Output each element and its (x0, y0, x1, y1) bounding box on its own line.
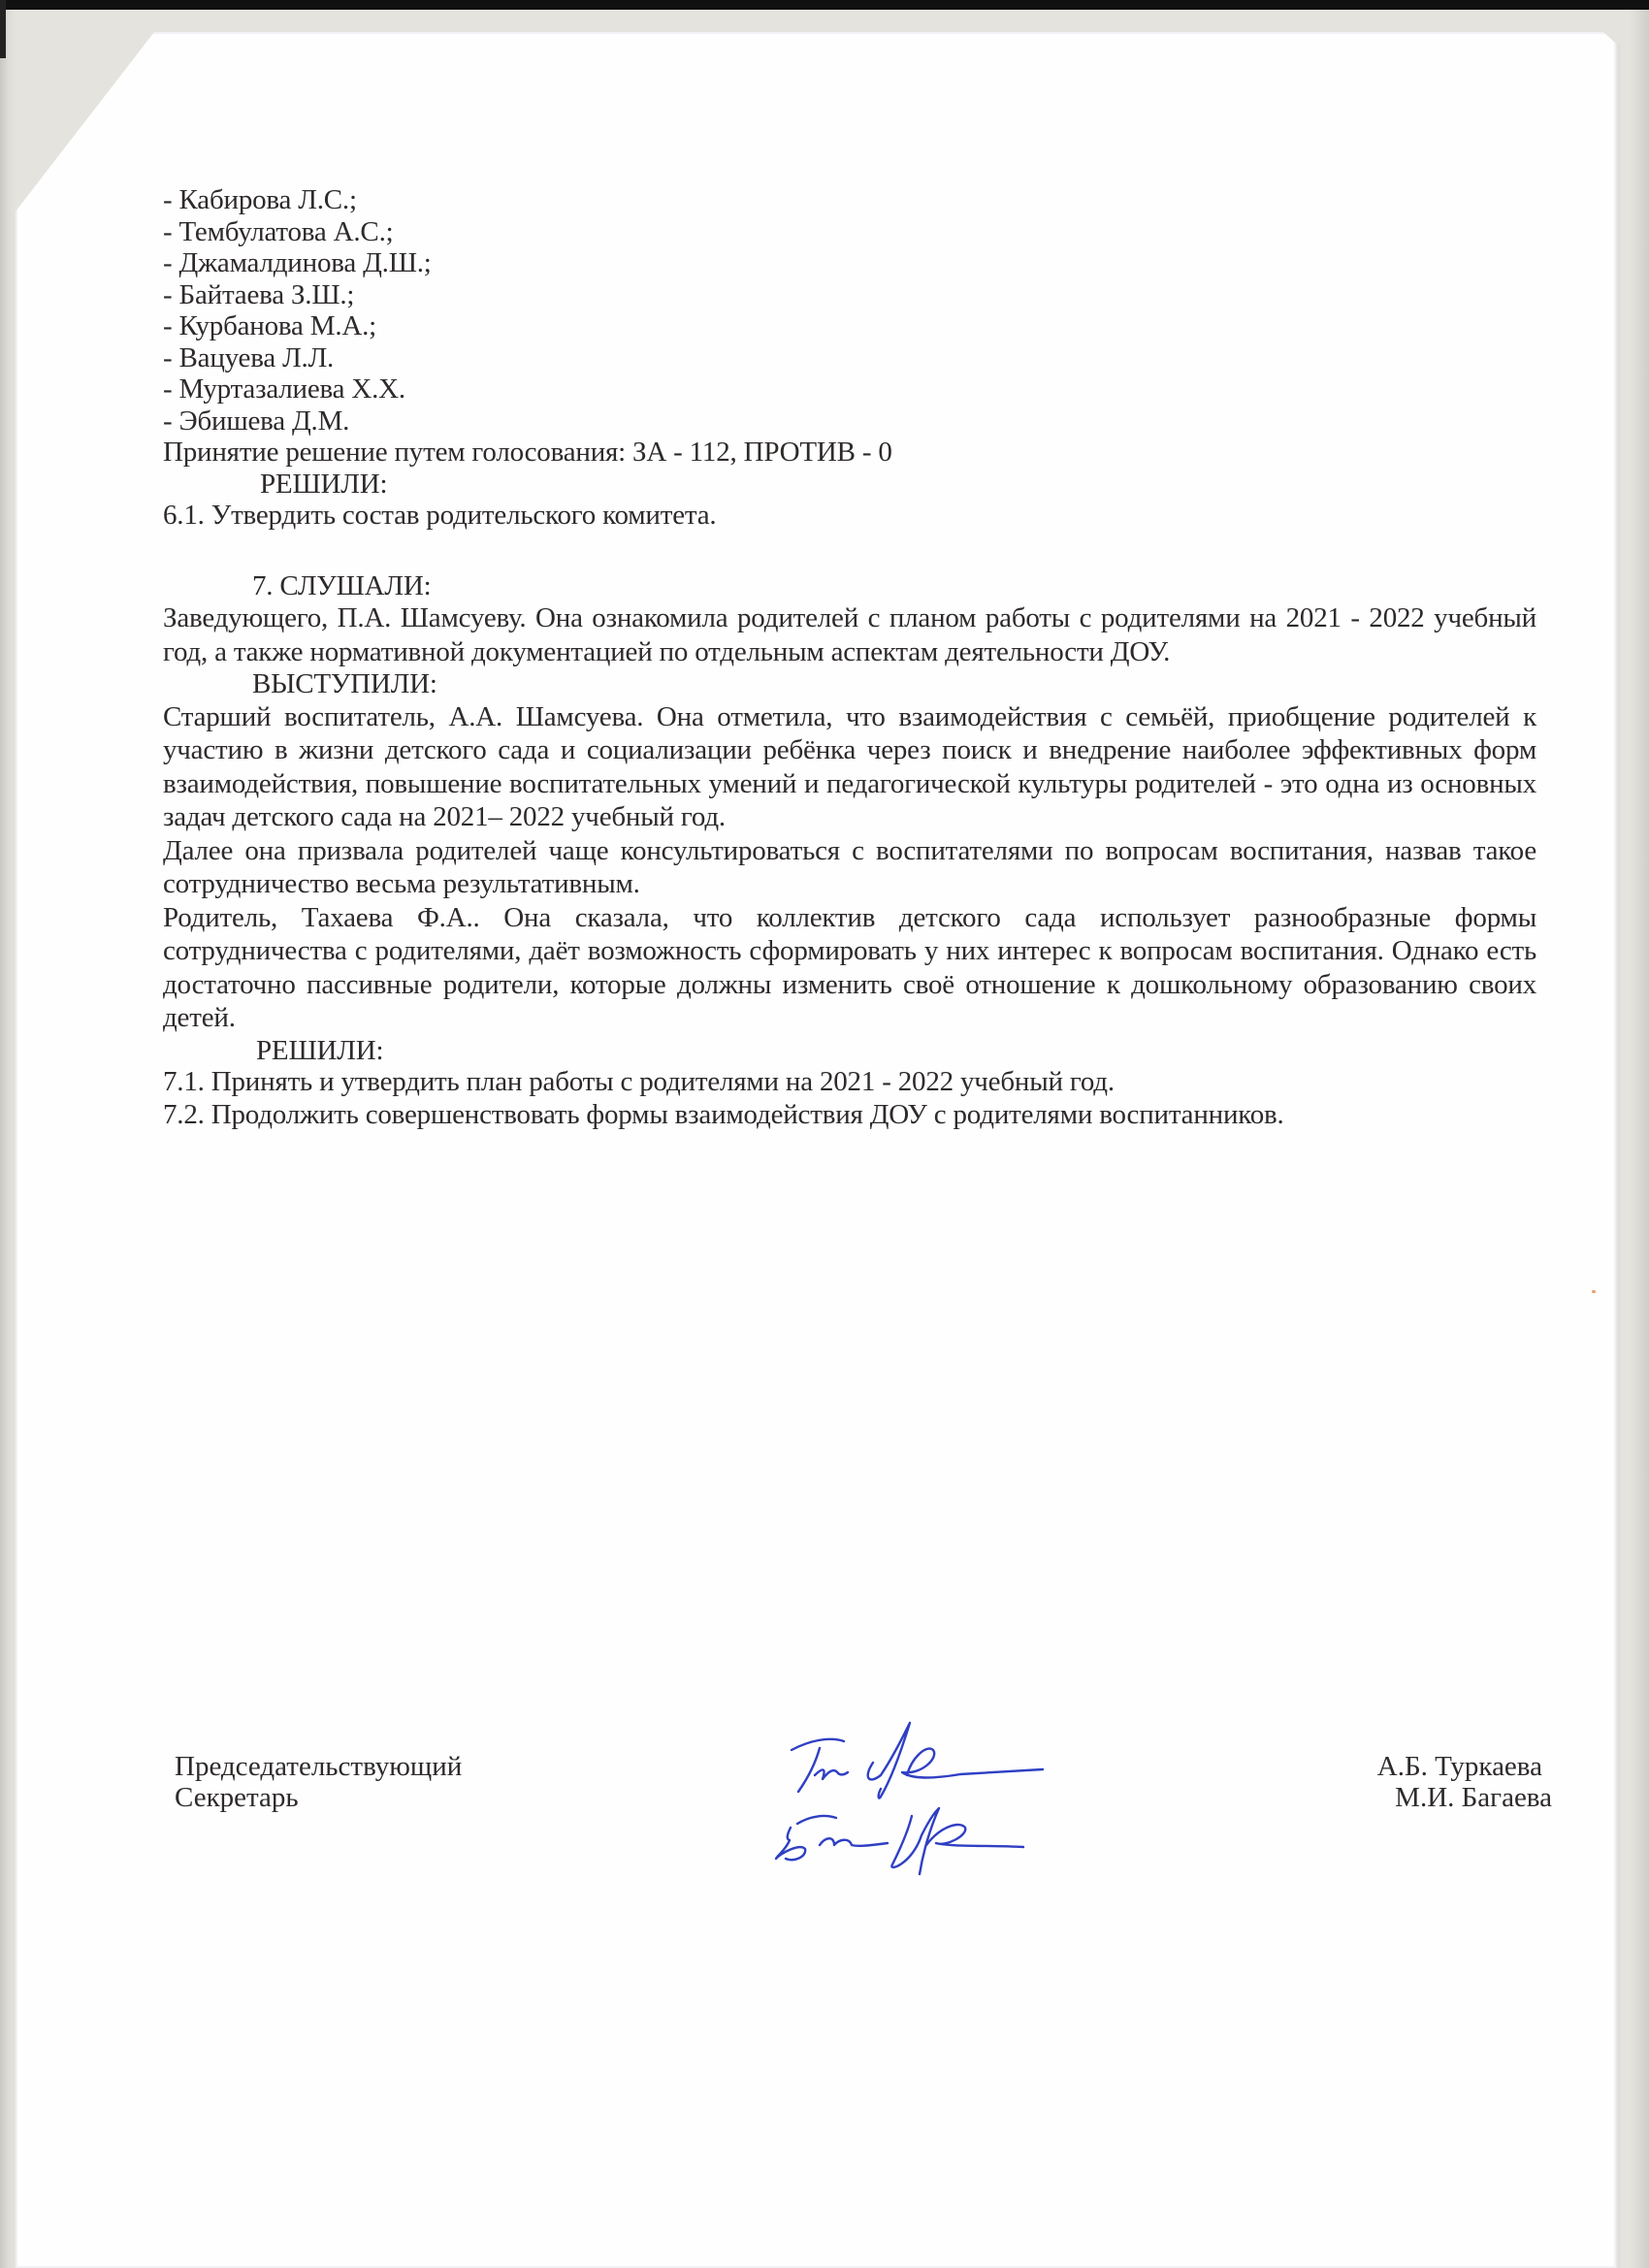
handwritten-signatures (766, 1719, 1057, 1884)
chair-name: А.Б. Туркаева (1376, 1751, 1542, 1782)
decision-7-2: 7.2. Продолжить совершенствовать формы взаимодействия ДОУ с родителями воспитанников. (163, 1098, 1284, 1130)
secretary-role: Секретарь (175, 1782, 299, 1813)
scanner-edge (0, 0, 1649, 10)
document-body (163, 184, 1536, 1131)
spacer (163, 532, 1536, 563)
section-7-decided-heading: РЕШИЛИ: (256, 1034, 384, 1066)
member-list-item: - Эбишева Д.М. (163, 405, 350, 437)
member-list-item: - Вацуева Л.Л. (163, 341, 335, 373)
secretary-signature (776, 1808, 1023, 1874)
member-list-item: - Курбанова М.А.; (163, 310, 377, 341)
decision-7-1: 7.1. Принять и утвердить план работы с родителями на 2021 - 2022 учебный год. (163, 1066, 1115, 1097)
chair-signature (792, 1723, 1043, 1798)
speech-parent: Родитель, Тахаева Ф.А.. Она сказала, что коллектив детского сада использует разнообразные формы сотрудничества с родителями, даёт возможность сформировать у них интерес к вопросам воспитания. Однако есть достаточно пассивные родители, которые должны изменить своё отношение к дошкольному образованию своих детей. (163, 901, 1536, 1033)
scanner-edge-left (0, 0, 6, 58)
section-7-heard-text: Заведующего, П.А. Шамсуеву. Она ознакомила родителей с планом работы с родителями на 2021 - 2022 учебный год, а также нормативной документацией по отдельным аспектам деятельности ДОУ. (163, 602, 1536, 667)
scan-speck (1592, 1290, 1596, 1293)
member-list-item: - Байтаева З.Ш.; (163, 278, 355, 310)
section-6-decided-heading: РЕШИЛИ: (260, 468, 388, 500)
member-list-item: - Кабирова Л.С.; (163, 184, 357, 215)
chair-role: Председательствующий (175, 1751, 463, 1782)
speech-continuation: Далее она призвала родителей чаще консультироваться с воспитателями по вопросам воспитания, назвав такое сотрудничество весьма результативным. (163, 834, 1536, 899)
member-list-item: - Джамалдинова Д.Ш.; (163, 247, 432, 278)
speech-senior-educator: Старший воспитатель, А.А. Шамсуева. Она отметила, что взаимодействия с семьёй, приобщение родителей к участию в жизни детского сада и социализации ребёнка через поиск и внедрение наиболее эффективных форм взаимодействия, повышение воспитательных умений и педагогической культуры родителей - это одна из основных задач детского сада на 2021– 2022 учебный год. (163, 700, 1536, 832)
member-list-item: - Тембулатова А.С.; (163, 215, 394, 247)
section-7-heard-heading: 7. СЛУШАЛИ: (252, 569, 432, 601)
vote-result: Принятие решение путем голосования: ЗА - 112, ПРОТИВ - 0 (163, 437, 892, 468)
decision-6-1: 6.1. Утвердить состав родительского комитета. (163, 500, 717, 531)
member-list (163, 184, 1536, 437)
member-list-item: - Муртазалиева Х.Х. (163, 373, 405, 405)
section-7-spoke-heading: ВЫСТУПИЛИ: (252, 668, 437, 699)
secretary-name: М.И. Багаева (1395, 1782, 1552, 1813)
